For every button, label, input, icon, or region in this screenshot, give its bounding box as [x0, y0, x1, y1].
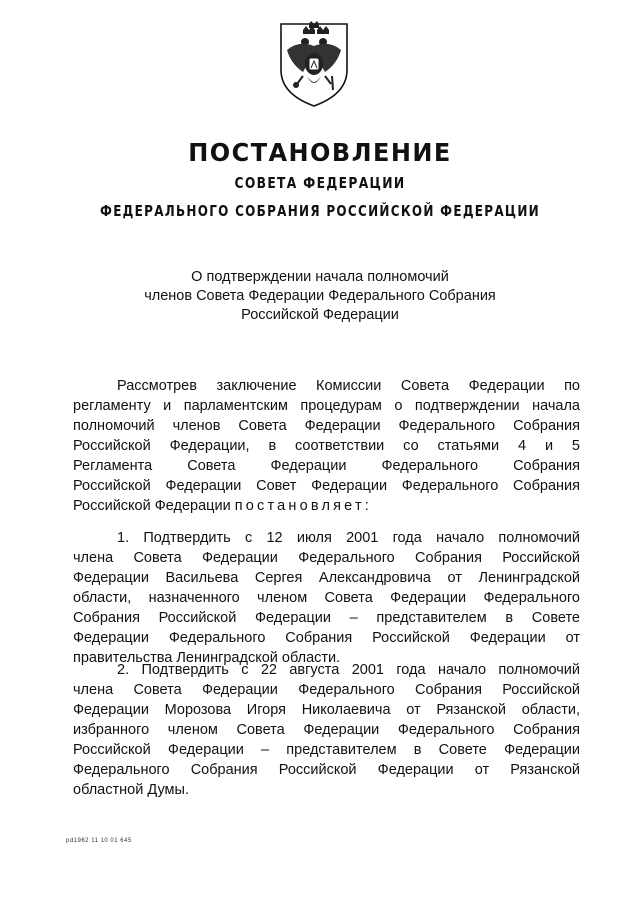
- subject-line: О подтверждении начала полномочий: [191, 269, 449, 285]
- paragraph-line: регламенту и парламентским процедурам о подтверждении начала: [73, 398, 580, 414]
- paragraph-line: Федерального Собрания Российской Федерации от Рязанской: [73, 762, 580, 778]
- paragraph-line: Российской Федерации Совет Федерации Федерального Собрания: [73, 478, 580, 494]
- paragraph-line: члена Совета Федерации Федерального Собрания Российской: [73, 682, 580, 698]
- paragraph-line: Собрания Российской Федерации – представителем в Совете: [73, 610, 580, 626]
- paragraph-line: Российской Федерации – представителем в Совете Федерации: [73, 742, 580, 758]
- paragraph-line: избранного членом Совета Федерации Федерального Собрания: [73, 722, 580, 738]
- paragraph-line: правительства Ленинградской области.: [73, 650, 341, 666]
- paragraph-line: [73, 496, 580, 516]
- resolution-item-2: [73, 660, 580, 800]
- russian-coat-of-arms-icon: [273, 20, 355, 108]
- subject-line: членов Совета Федерации Федерального Собрания: [144, 288, 496, 304]
- paragraph-line: области, назначенного членом Совета Федерации Федерального: [73, 590, 580, 606]
- subject-line: Российской Федерации: [241, 307, 399, 323]
- preamble-last-start: Российской Федерации: [73, 498, 231, 514]
- issuer-line-1: СОВЕТА ФЕДЕРАЦИИ: [234, 174, 406, 192]
- paragraph-line: Федерации Морозова Игоря Николаевича от Рязанской области,: [73, 702, 580, 718]
- paragraph-line: полномочий членов Совета Федерации Федерального Собрания: [73, 418, 580, 434]
- paragraph-line: члена Совета Федерации Федерального Собрания Российской: [73, 550, 580, 566]
- paragraph-line: 1. Подтвердить с 12 июля 2001 года начало полномочий: [117, 530, 580, 546]
- paragraph-line: областной Думы.: [73, 782, 189, 798]
- preamble-paragraph: [73, 376, 580, 516]
- paragraph-line: Федерации Васильева Сергея Александровича от Ленинградской: [73, 570, 580, 586]
- resolution-item-1: [73, 528, 580, 668]
- document-subject: [0, 268, 640, 325]
- paragraph-line: Регламента Совета Федерации Федерального Собрания: [73, 458, 580, 474]
- document-registration-code: pd1962 11 10 01 645: [66, 838, 132, 844]
- resolves-word: постановляет:: [234, 498, 373, 514]
- paragraph-line: Рассмотрев заключение Комиссии Совета Федерации по: [117, 378, 580, 394]
- issuer-line-2: ФЕДЕРАЛЬНОГО СОБРАНИЯ РОССИЙСКОЙ ФЕДЕРАЦИИ: [100, 202, 540, 220]
- document-title: ПОСТАНОВЛЕНИЕ: [188, 138, 452, 167]
- paragraph-line: Российской Федерации, в соответствии со статьями 4 и 5: [73, 438, 580, 454]
- paragraph-line: Федерации Федерального Собрания Российской Федерации от: [73, 630, 580, 646]
- paragraph-line: 2. Подтвердить с 22 августа 2001 года начало полномочий: [117, 662, 580, 678]
